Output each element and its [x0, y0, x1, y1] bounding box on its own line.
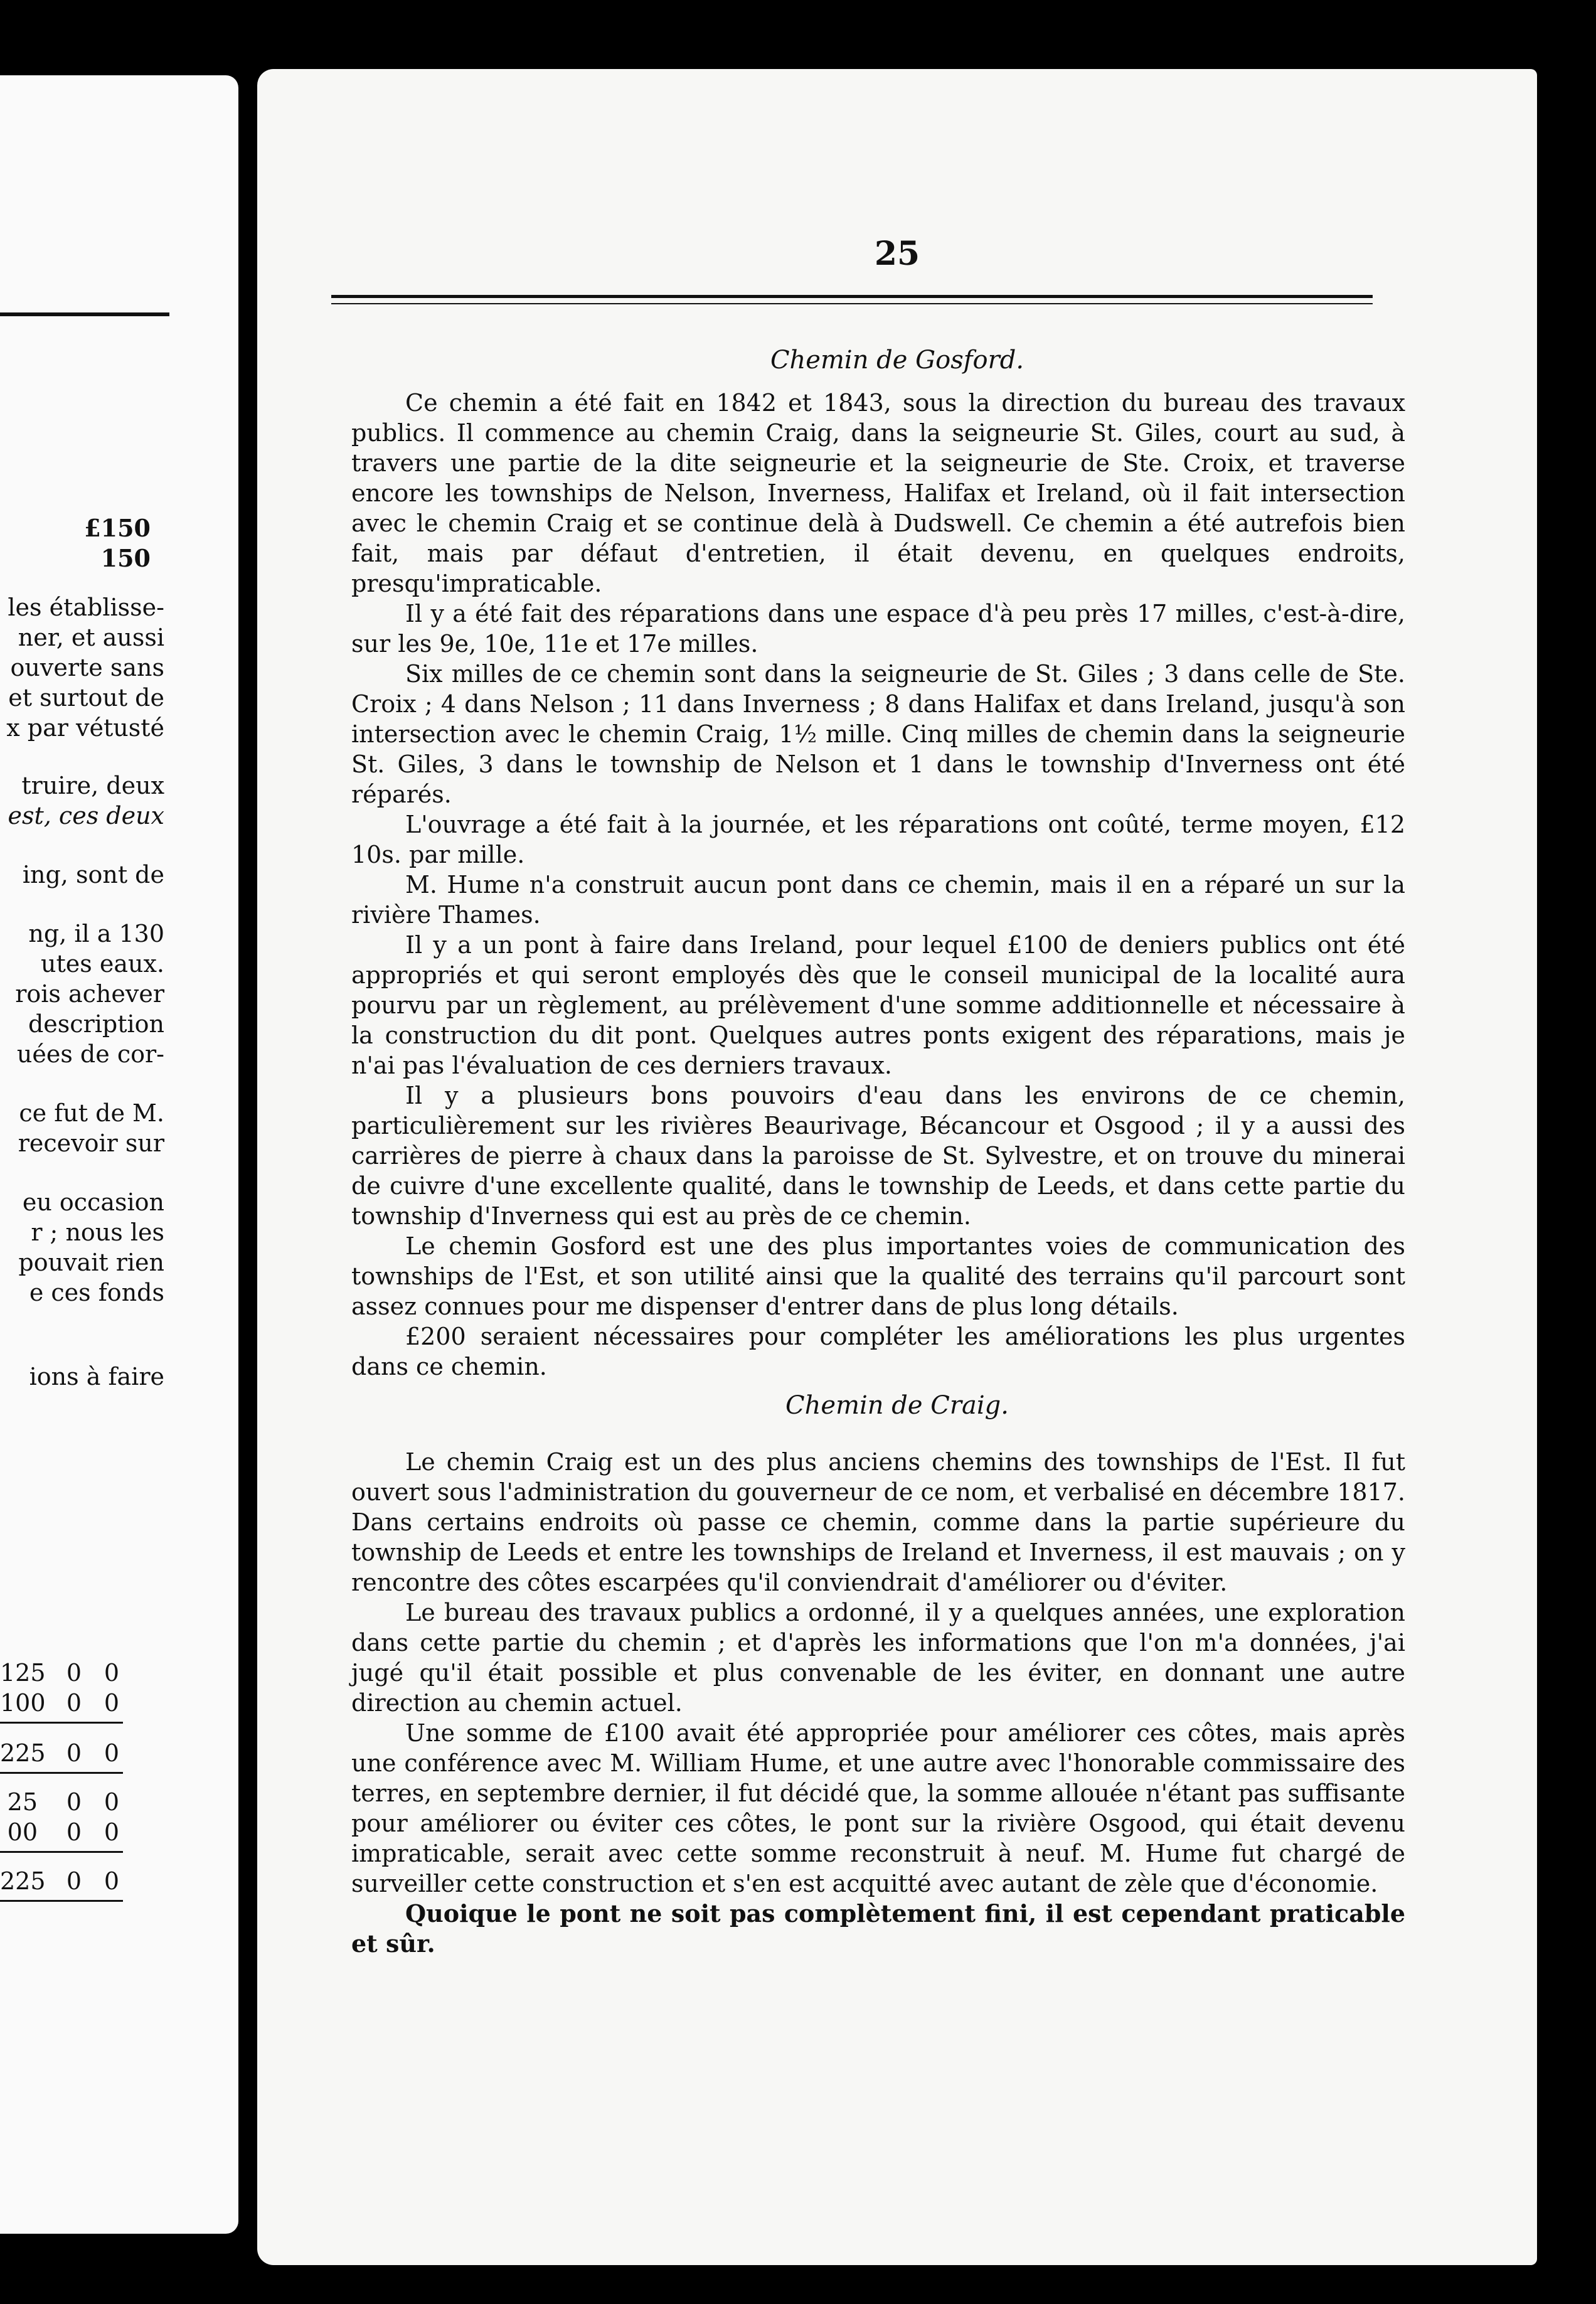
table-row: 25 0 0	[7, 1788, 119, 1816]
paragraph: Six milles de ce chemin sont dans la seigneurie de St. Giles ; 3 dans celle de Ste. Croix ; 4 dans Nelson ; 11 dans Inverness ; 8 dans Halifax et dans Ireland, jusqu'à son intersection avec le chemin Craig, 1½ mille. Cinq milles de chemin dans la seigneurie St. Giles, 3 dans le township de Nelson et 1 dans le township d'Inverness ont été réparés.	[351, 660, 1405, 808]
left-facing-page	[0, 75, 238, 2234]
paragraph: Ce chemin a été fait en 1842 et 1843, sous la direction du bureau des travaux publics. Il commence au chemin Craig, dans la seigneurie St. Giles, court au sud, à travers une partie de la dite seigneurie et la seigneurie de Ste. Croix, et traverse encore les townships de Nelson, Inverness, Halifax et Ireland, où il fait intersection avec le chemin Craig et se continue delà à Dudswell. Ce chemin a été autrefois bien fait, mais par défaut d'entretien, il était devenu, en quelques endroits, presqu'impraticable.	[351, 389, 1405, 597]
left-text-fragment: x par vétusté	[6, 714, 164, 742]
section-title: Chemin de Craig.	[785, 1391, 1009, 1420]
left-text-fragment: eu occasion	[22, 1188, 164, 1216]
left-text-fragment: truire, deux	[21, 772, 164, 799]
left-text-fragment: r ; nous les	[31, 1219, 164, 1246]
table-row: 225 0 0	[0, 1739, 119, 1767]
paragraph: Quoique le pont ne soit pas complètement fini, il est cependant praticable et sûr.	[351, 1899, 1405, 1958]
left-text-fragment: ner, et aussi	[18, 624, 164, 651]
section-body	[351, 388, 1405, 1382]
paragraph: Le bureau des travaux publics a ordonné, il y a quelques années, une exploration dans cette partie du chemin ; et d'après les informations que l'on m'a données, j'ai jugé qu'il était possible et plus convenable de les éviter, en donnant une autre direction au chemin actuel.	[351, 1599, 1405, 1717]
sum-rule	[0, 1851, 123, 1853]
table-row: 100 0 0	[0, 1689, 119, 1717]
table-row: 225 0 0	[0, 1867, 119, 1895]
paragraph: Le chemin Gosford est une des plus importantes voies de communication des townships de l'Est, et son utilité ainsi que la qualité des terrains qu'il parcourt sont assez connues pour me dispenser d'entrer dans de plus long détails.	[351, 1232, 1405, 1320]
paragraph: M. Hume n'a construit aucun pont dans ce chemin, mais il en a réparé un sur la rivière Thames.	[351, 871, 1405, 929]
paragraph: Une somme de £100 avait été appropriée pour améliorer ces côtes, mais après une conférence avec M. William Hume, et une autre avec l'honorable commissaire des terres, en septembre dernier, il fut décidé que, la somme allouée n'étant pas suffisante pour améliorer ou éviter ces côtes, le pont sur la rivière Osgood, qui était devenu impraticable, serait avec cette somme reconstruit à neuf. M. Hume fut chargé de surveiller cette construction et s'en est acquitté avec autant de zèle que d'économie.	[351, 1719, 1405, 1897]
sum-rule	[0, 1900, 123, 1902]
left-text-fragment: ions à faire	[29, 1363, 164, 1390]
sum-rule	[0, 1772, 123, 1774]
left-text-fragment: et surtout de	[8, 684, 164, 712]
left-text-fragment: les établisse-	[8, 594, 164, 621]
left-text-fragment: ing, sont de	[22, 861, 164, 888]
left-text-fragment: ouverte sans	[10, 654, 164, 681]
left-text-fragment: uées de cor-	[16, 1040, 164, 1068]
left-text-fragment: ce fut de M.	[19, 1099, 164, 1127]
left-text-fragment: description	[28, 1010, 164, 1038]
table-row: 00 0 0	[7, 1818, 119, 1846]
paragraph: Il y a un pont à faire dans Ireland, pour lequel £100 de deniers publics ont été appropriés et qui seront employés dès que le conseil municipal de la localité aura pourvu par un règlement, au prélèvement d'une somme additionnelle et nécessaire à la construction du dit pont. Quelques autres ponts exigent des réparations, mais je n'ai pas l'évaluation de ces derniers travaux.	[351, 931, 1405, 1079]
left-text-fragment: e ces fonds	[29, 1279, 164, 1306]
table-row: 125 0 0	[0, 1659, 119, 1687]
section-title: Chemin de Gosford.	[770, 346, 1024, 375]
sum-rule	[0, 1722, 123, 1724]
left-text-fragment: est, ces deux	[8, 802, 164, 829]
page-number: 25	[874, 235, 920, 273]
paragraph: Le chemin Craig est un des plus anciens chemins des townships de l'Est. Il fut ouvert sous l'administration du gouverneur de ce nom, et verbalisé en décembre 1817. Dans certains endroits où passe ce chemin, comme dans la partie supérieure du township de Leeds et entre les townships de Ireland et Inverness, il est mauvais ; on y rencontre des côtes escarpées qu'il conviendrait d'améliorer ou d'éviter.	[351, 1448, 1405, 1596]
left-header-rule	[0, 312, 169, 316]
section-body	[351, 1447, 1405, 1959]
left-text-fragment: rois achever	[15, 980, 164, 1008]
left-text-fragment: ng, il a 130	[28, 920, 164, 947]
paragraph: Il y a été fait des réparations dans une espace d'à peu près 17 milles, c'est-à-dire, sur les 9e, 10e, 11e et 17e milles.	[351, 600, 1405, 658]
paragraph: L'ouvrage a été fait à la journée, et les réparations ont coûté, terme moyen, £12 10s. par mille.	[351, 811, 1405, 868]
left-text-fragment: pouvait rien	[18, 1249, 164, 1276]
left-amount: £150	[84, 514, 151, 542]
left-amount: 150	[100, 544, 151, 572]
paragraph: Il y a plusieurs bons pouvoirs d'eau dans les environs de ce chemin, particulièrement sur les rivières Beaurivage, Bécancour et Osgood ; il y a aussi des carrières de pierre à chaux dans la paroisse de St. Sylvestre, et on trouve du minerai de cuivre d'une excellente qualité, dans le township de Leeds, et dans cette partie du township d'Inverness qui est au près de ce chemin.	[351, 1082, 1405, 1230]
header-rule	[331, 295, 1373, 304]
paragraph: £200 seraient nécessaires pour compléter les améliorations les plus urgentes dans ce chemin.	[351, 1323, 1405, 1380]
main-page	[257, 69, 1537, 2265]
left-text-fragment: recevoir sur	[18, 1129, 164, 1157]
left-text-fragment: utes eaux.	[41, 950, 164, 978]
